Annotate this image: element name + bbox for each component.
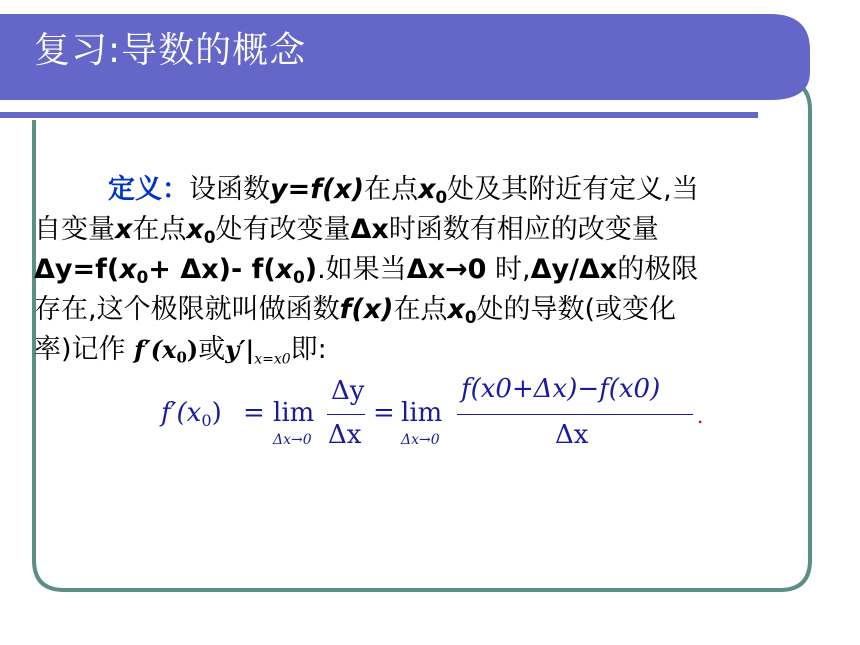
formula-lhs: $f'(x_0)$ — [161, 398, 222, 430]
formula-frac1-num: Δy — [331, 376, 365, 406]
formula-equals-1: = — [243, 398, 265, 428]
definition-line-2: 自变量x在点$x_0$处有改变量Δx时函数有相应的改变量 — [34, 214, 659, 248]
formula-frac2-bar — [457, 414, 693, 415]
formula-end-dot: . — [697, 404, 704, 428]
formula-lim-2-sub: Δx→0 — [401, 432, 440, 448]
formula-frac2-num: f(x0+Δx)−f(x0) — [461, 374, 661, 404]
definition-line-4: 存在,这个极限就叫做函数f(x)在点$x_0$处的导数(或变化 — [34, 294, 677, 328]
formula-frac2-den: Δx — [555, 420, 589, 450]
definition-term: 定义 — [108, 174, 162, 205]
derivative-formula — [155, 370, 755, 460]
formula-frac1-den: Δx — [328, 420, 362, 450]
formula-lim-2: lim — [401, 398, 443, 428]
function-expression: y=f(x) — [270, 174, 365, 205]
page-title: 复习:导数的概念 — [34, 30, 307, 71]
formula-frac1-bar — [327, 414, 365, 415]
derivative-notation-alt: $y'|_{x=x0}$ — [225, 335, 291, 368]
definition-line-5: 率)记作 $f'(x_0)$或$y'|_{x=x0}$即: — [34, 334, 327, 368]
derivative-notation: $f'(x_0)$ — [134, 335, 199, 367]
formula-lim-1-sub: Δx→0 — [273, 432, 312, 448]
definition-text — [34, 170, 824, 370]
formula-equals-2: = — [373, 398, 395, 428]
definition-line-1: 定义：设函数y=f(x)在点$x_0$处及其附近有定义,当 — [108, 174, 699, 208]
formula-lim-1: lim — [273, 398, 315, 428]
title-underline — [0, 112, 758, 118]
definition-line-3: $\Delta y=f(x_0+ \Delta x)-$ $f(x_0)$.如果当Δx→0 时,Δy/Δx的极限 — [34, 254, 699, 288]
